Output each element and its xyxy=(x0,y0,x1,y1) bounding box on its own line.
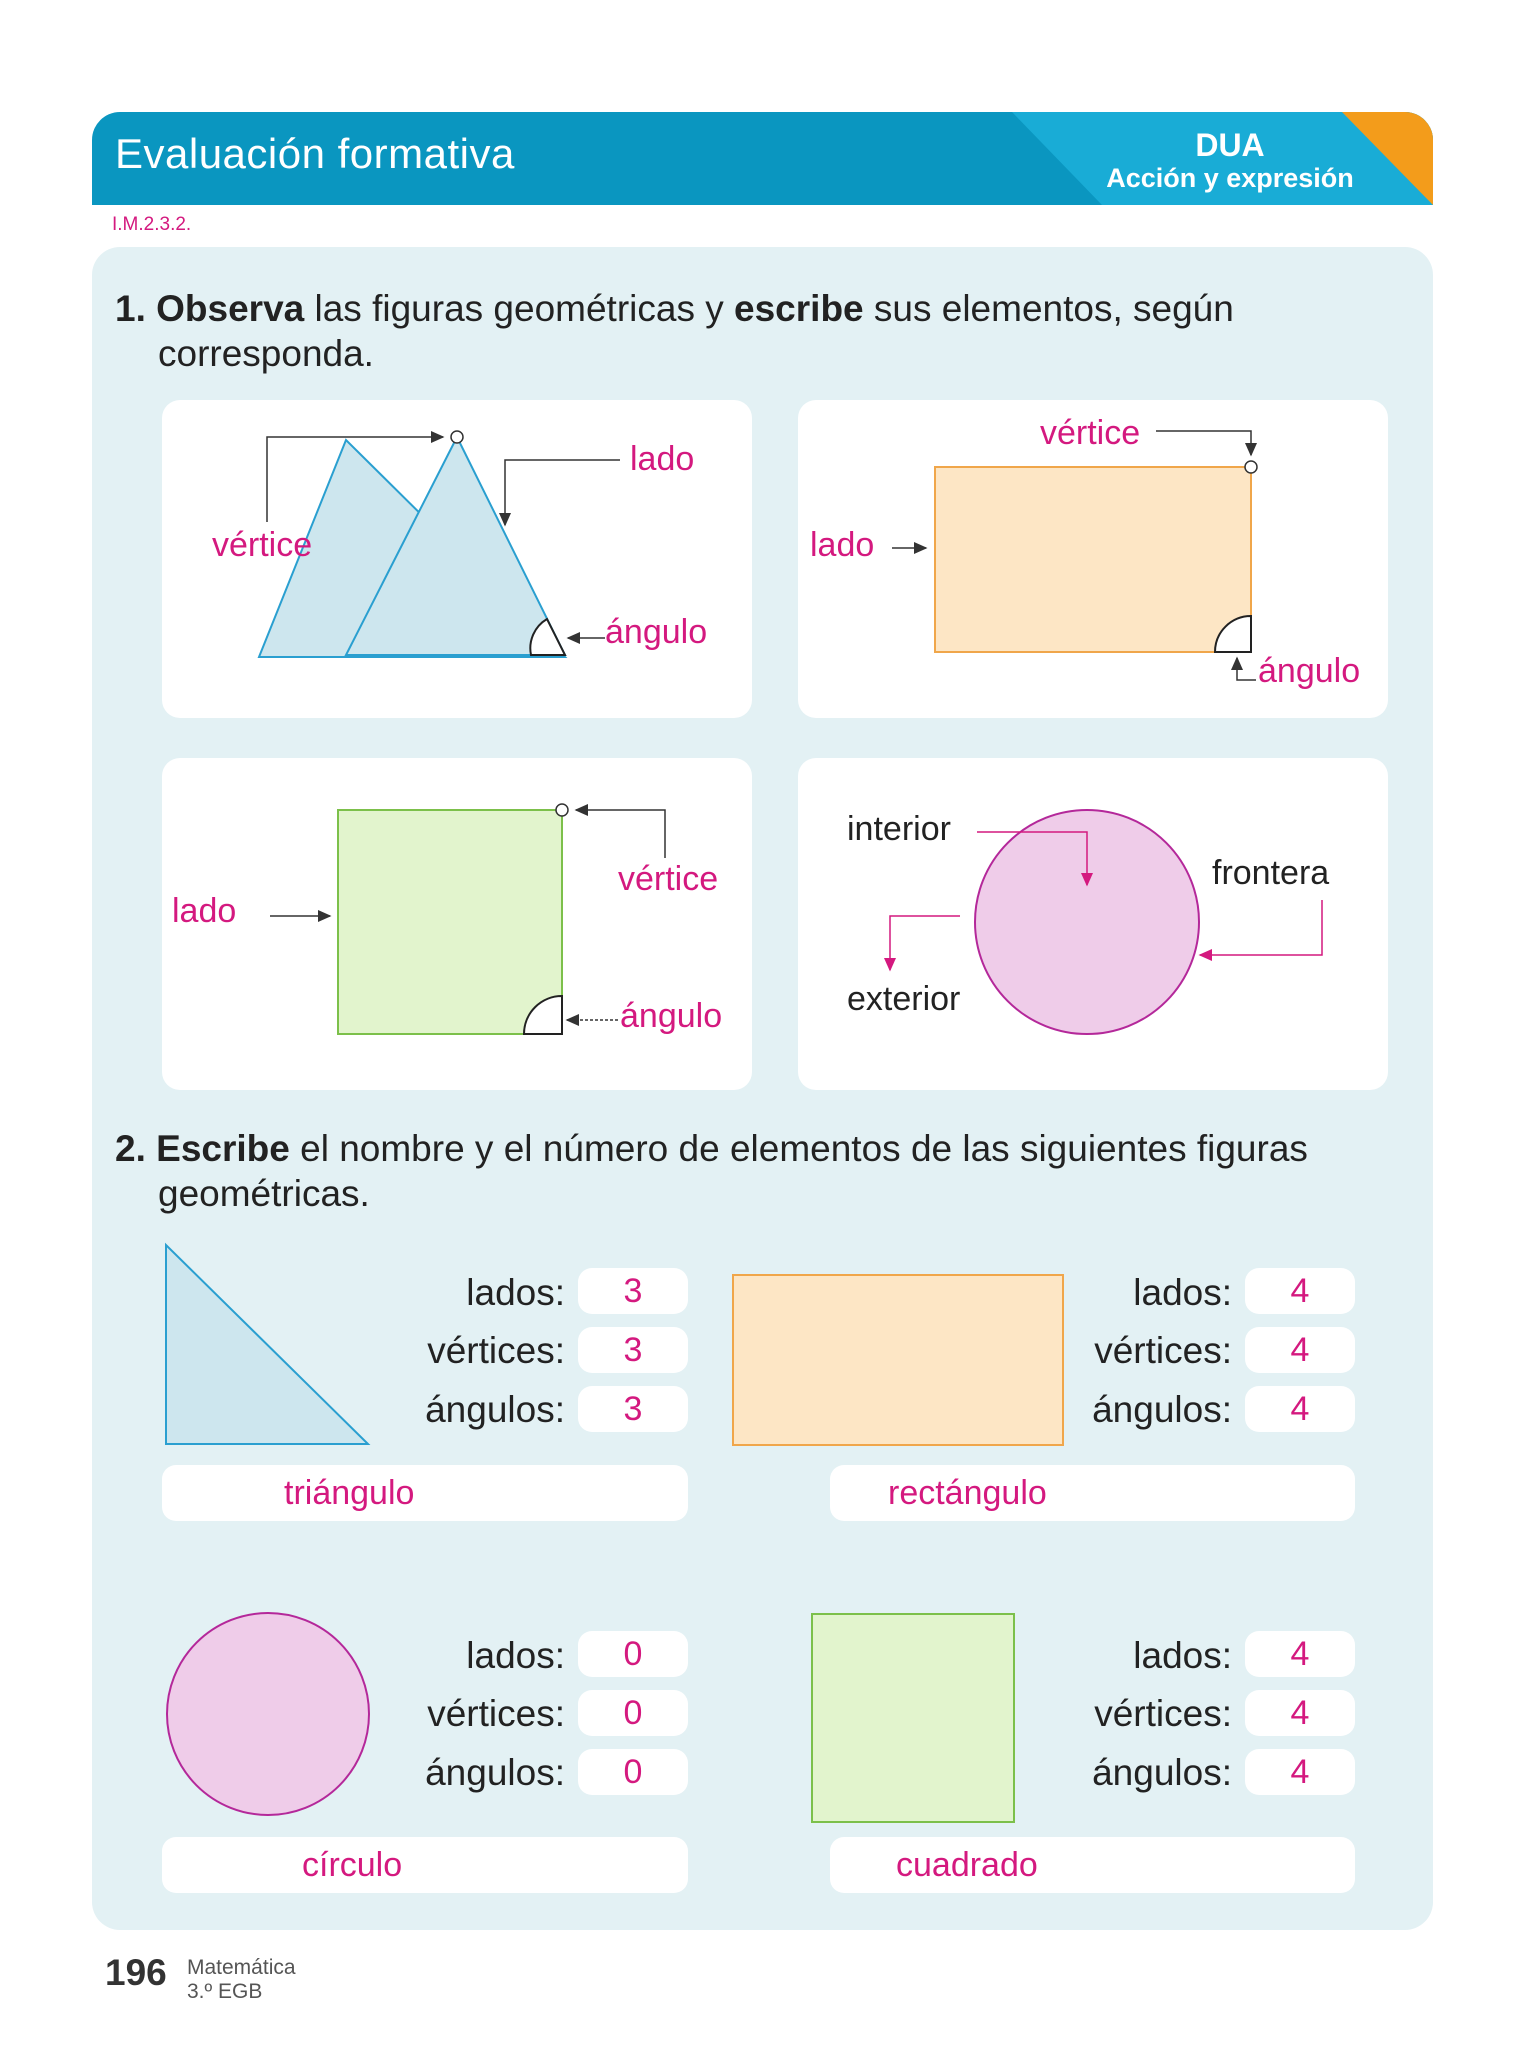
question-2-number: 2. xyxy=(115,1128,146,1169)
rectangle-shape xyxy=(935,467,1251,652)
fig1-angles-field[interactable]: 3 xyxy=(578,1386,688,1432)
q2-triangle-shape xyxy=(166,1245,368,1444)
fig3-name-field[interactable]: círculo xyxy=(162,1837,688,1893)
fig3-vertices-label: vértices: xyxy=(427,1693,565,1734)
rectangle-side-label: lado xyxy=(810,526,875,564)
fig2-vertices-label: vértices: xyxy=(1094,1330,1232,1371)
fig3-sides-field[interactable]: 0 xyxy=(578,1631,688,1677)
q2-rectangle-shape xyxy=(733,1275,1063,1445)
question-1-verb-write: escribe xyxy=(734,288,864,329)
question-2-verb-write: Escribe xyxy=(156,1128,290,1169)
question-1-line-2: corresponda. xyxy=(158,333,374,374)
fig3-angles-field[interactable]: 0 xyxy=(578,1749,688,1795)
circle-boundary-label: frontera xyxy=(1212,854,1330,892)
fig4-angles-label: ángulos: xyxy=(1092,1752,1232,1793)
fig4-sides-label: lados: xyxy=(1133,1635,1232,1676)
circle-exterior-arrow xyxy=(890,916,960,970)
triangle-side-label: lado xyxy=(630,440,695,478)
fig2-angles-label: ángulos: xyxy=(1092,1389,1232,1430)
question-1-verb-observe: Observa xyxy=(156,288,305,329)
rectangle-angle-arrow xyxy=(1237,658,1256,680)
triangle-vertex-label: vértice xyxy=(212,526,313,564)
question-1-text-a: las figuras geométricas y xyxy=(304,288,735,329)
dua-title: DUA xyxy=(1195,127,1265,163)
rectangle-vertex-dot xyxy=(1245,461,1257,473)
footer-grade: 3.º EGB xyxy=(187,1980,263,2003)
page-title: Evaluación formativa xyxy=(115,130,515,177)
fig2-sides-field[interactable]: 4 xyxy=(1245,1268,1355,1314)
square-side-label: lado xyxy=(172,892,237,930)
circle-boundary-arrow xyxy=(1200,900,1322,955)
fig2-vertices-field[interactable]: 4 xyxy=(1245,1327,1355,1373)
question-1-number: 1. xyxy=(115,288,146,329)
rectangle-angle-label: ángulo xyxy=(1258,652,1361,690)
question-2-line-1 xyxy=(115,1126,1308,1171)
q2-square-shape xyxy=(812,1614,1014,1822)
dua-subtitle: Acción y expresión xyxy=(1106,163,1354,193)
indicator-code: I.M.2.3.2. xyxy=(112,214,192,235)
fig4-angles-field[interactable]: 4 xyxy=(1245,1749,1355,1795)
fig4-vertices-field[interactable]: 4 xyxy=(1245,1690,1355,1736)
circle-interior-label: interior xyxy=(847,810,951,848)
rectangle-vertex-arrow xyxy=(1156,431,1251,455)
square-vertex-dot xyxy=(556,804,568,816)
square-angle-label: ángulo xyxy=(620,997,723,1035)
triangle-angle-label: ángulo xyxy=(605,613,708,651)
fig4-vertices-label: vértices: xyxy=(1094,1693,1232,1734)
circle-exterior-label: exterior xyxy=(847,980,961,1018)
question-2-text: el nombre y el número de elementos de las siguientes figuras xyxy=(289,1128,1308,1169)
square-vertex-label: vértice xyxy=(618,860,719,898)
fig4-name-field[interactable]: cuadrado xyxy=(830,1837,1355,1893)
fig4-sides-field[interactable]: 4 xyxy=(1245,1631,1355,1677)
triangle-shape-outline xyxy=(346,437,565,655)
footer-subject: Matemática xyxy=(187,1956,296,1979)
square-shape xyxy=(338,810,562,1034)
question-1-text-b: sus elementos, según xyxy=(863,288,1234,329)
fig1-name-field[interactable]: triángulo xyxy=(162,1465,688,1521)
square-vertex-arrow xyxy=(576,810,665,858)
fig2-sides-label: lados: xyxy=(1133,1272,1232,1313)
fig3-vertices-field[interactable]: 0 xyxy=(578,1690,688,1736)
fig1-vertices-label: vértices: xyxy=(427,1330,565,1371)
triangle-vertex-dot xyxy=(451,431,463,443)
fig1-angles-label: ángulos: xyxy=(425,1389,565,1430)
triangle-side-arrow xyxy=(505,460,620,525)
rectangle-vertex-label: vértice xyxy=(1040,414,1141,452)
page-number: 196 xyxy=(105,1952,167,1993)
fig3-sides-label: lados: xyxy=(466,1635,565,1676)
fig2-angles-field[interactable]: 4 xyxy=(1245,1386,1355,1432)
triangle-vertex-arrow xyxy=(267,437,443,522)
question-2-line-2: geométricas. xyxy=(158,1173,370,1214)
fig1-sides-label: lados: xyxy=(466,1272,565,1313)
fig2-name-field[interactable]: rectángulo xyxy=(830,1465,1355,1521)
q2-circle-shape xyxy=(167,1613,369,1815)
fig1-vertices-field[interactable]: 3 xyxy=(578,1327,688,1373)
fig3-angles-label: ángulos: xyxy=(425,1752,565,1793)
fig1-sides-field[interactable]: 3 xyxy=(578,1268,688,1314)
